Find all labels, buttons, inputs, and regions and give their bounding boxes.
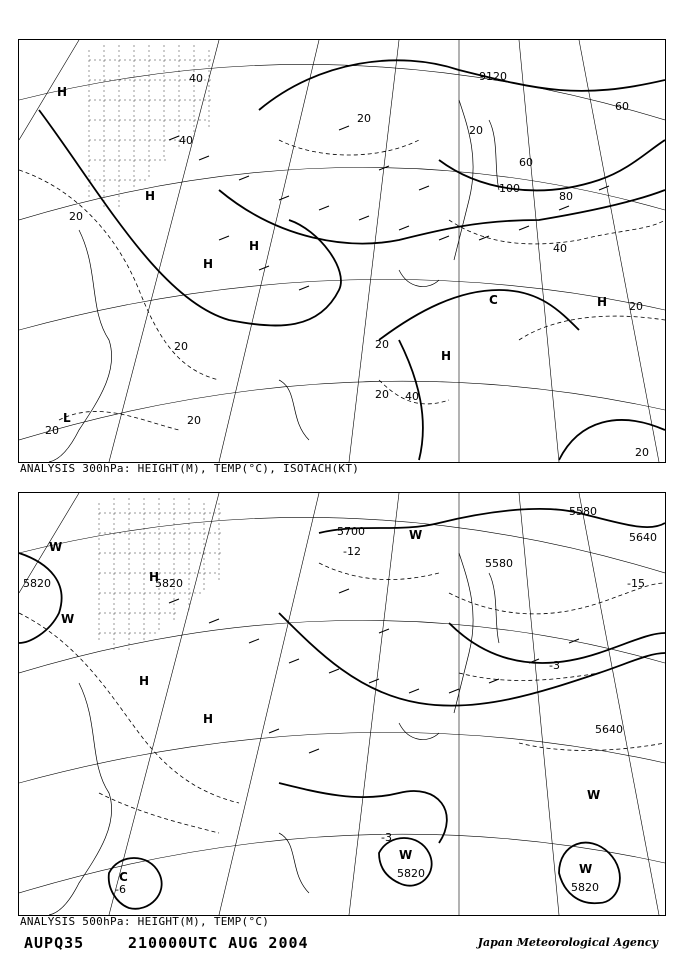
chart-id: AUPQ35: [24, 934, 85, 952]
pressure-center-h-5: H: [597, 295, 608, 309]
pressure-center-w-2: W: [61, 612, 75, 626]
contour-label: 40: [553, 242, 567, 255]
latitude-lines: [19, 64, 665, 440]
contour-label: 20: [469, 124, 483, 137]
pressure-center-h-4: H: [441, 349, 452, 363]
contour-label: -3: [549, 659, 560, 672]
pressure-center-h-2: H: [203, 712, 214, 726]
latitude-lines: [19, 517, 665, 893]
caption-300hpa: ANALYSIS 300hPa: HEIGHT(M), TEMP(°C), ISOTACH(KT): [20, 462, 360, 475]
contour-label: 20: [357, 112, 371, 125]
pressure-center-w-4: W: [399, 848, 413, 862]
contour-label: 5820: [155, 577, 183, 590]
contour-label: -15: [627, 577, 645, 590]
contour-label: 5640: [629, 531, 657, 544]
contour-label: 20: [629, 300, 643, 313]
pressure-center-l: L: [63, 411, 71, 425]
contour-label: 20: [635, 446, 649, 459]
agency-name: Japan Meteorological Agency: [477, 936, 658, 949]
dashed-contours: [19, 563, 665, 833]
dashed-contours: [19, 140, 665, 430]
valid-time: 210000UTC AUG 2004: [128, 934, 309, 952]
map-300hpa: [18, 39, 666, 463]
pressure-center-h-1: H: [57, 85, 68, 99]
contour-label: 40: [179, 134, 193, 147]
contour-label: 5820: [571, 881, 599, 894]
contour-label: 20: [375, 338, 389, 351]
contour-label: 5640: [595, 723, 623, 736]
pressure-center-c: C: [489, 293, 498, 307]
contour-label: 20: [375, 388, 389, 401]
height-contours: [19, 509, 665, 909]
pressure-center-h-6: H: [249, 239, 260, 253]
contour-label: 20: [45, 424, 59, 437]
contour-label: -6: [115, 883, 126, 896]
contour-label: 5580: [569, 505, 597, 518]
contour-label: 5820: [23, 577, 51, 590]
contour-label: 9120: [479, 70, 507, 83]
caption-500hpa: ANALYSIS 500hPa: HEIGHT(M), TEMP(°C): [20, 915, 270, 928]
shaded-region: [99, 498, 224, 653]
pressure-center-h-2: H: [145, 189, 156, 203]
contour-label: 100: [499, 182, 520, 195]
contour-label: 20: [187, 414, 201, 427]
map-500hpa-graphic: [19, 493, 665, 915]
contour-label: 80: [559, 190, 573, 203]
contour-label: 60: [519, 156, 533, 169]
pressure-center-w-5: W: [579, 862, 593, 876]
pressure-center-w-3: W: [409, 528, 423, 542]
longitude-lines: [19, 493, 659, 915]
contour-label: 20: [69, 210, 83, 223]
contour-label: 40: [405, 390, 419, 403]
coastlines: [49, 100, 499, 462]
pressure-center-h-3: H: [203, 257, 214, 271]
map-500hpa: [18, 492, 666, 916]
pressure-center-h-3: H: [149, 570, 160, 584]
contour-label: 60: [615, 100, 629, 113]
pressure-center-w-6: W: [587, 788, 601, 802]
contour-label: 5820: [397, 867, 425, 880]
contour-label: -3: [381, 831, 392, 844]
contour-label: 40: [189, 72, 203, 85]
pressure-center-w-1: W: [49, 540, 63, 554]
contour-label: 5580: [485, 557, 513, 570]
pressure-center-c: C: [119, 870, 128, 884]
contour-label: 20: [174, 340, 188, 353]
contour-label: -12: [343, 545, 361, 558]
height-contours: [39, 60, 665, 460]
map-300hpa-graphic: [19, 40, 665, 462]
contour-label: 5700: [337, 525, 365, 538]
pressure-center-h-1: H: [139, 674, 150, 688]
wind-barbs: [169, 589, 579, 753]
